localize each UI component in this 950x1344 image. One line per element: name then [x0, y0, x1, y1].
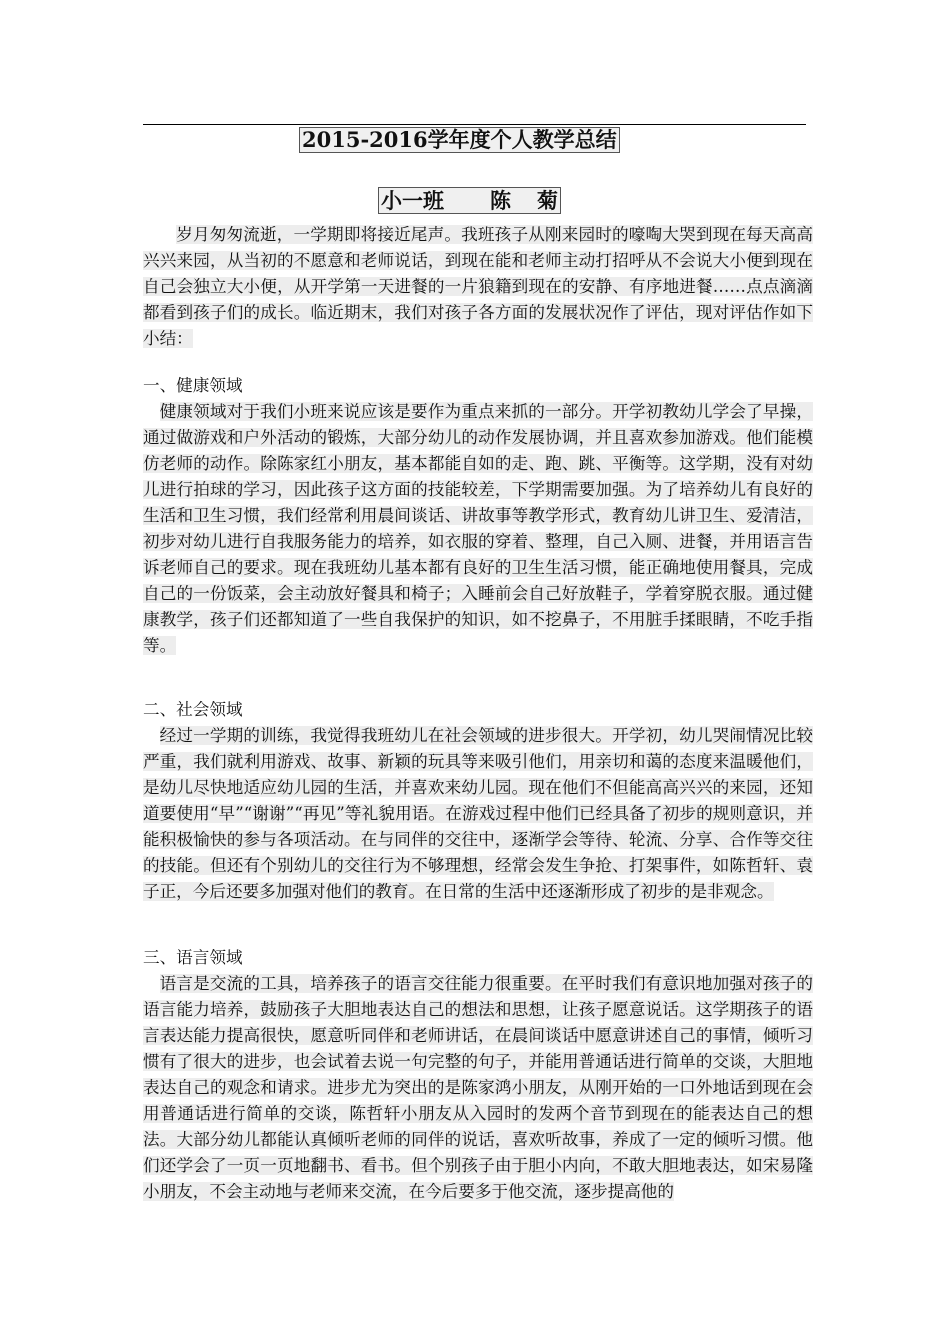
- section-body: 健康领域对于我们小班来说应该是要作为重点来抓的一部分。开学初教幼儿学会了早操，通过做游戏和户外活动的锻炼，大部分幼儿的动作发展协调，并且喜欢参加游戏。他们能模仿老师的动作。除陈家红小朋友，基本都能自如的走、跑、跳、平衡等。这学期，没有对幼儿进行拍球的学习，因此孩子这方面的技能较差，下学期需要加强。为了培养幼儿有良好的生活和卫生习惯，我们经常利用晨间谈话、讲故事等教学形式，教育幼儿讲卫生、爱清洁，初步对幼儿进行自我服务能力的培养，如衣服的穿着、整理，自己入厕、进餐，并用语言告诉老师自己的要求。现在我班幼儿基本都有良好的卫生生活习惯，能正确地使用餐具，完成自己的一份饭菜，会主动放好餐具和椅子；入睡前会自己好放鞋子，学着穿脱衣服。通过健康教学，孩子们还都知道了一些自我保护的知识，如不挖鼻子，不用脏手揉眼睛，不吃手指等。: [143, 402, 813, 655]
- section-body: 语言是交流的工具，培养孩子的语言交往能力很重要。在平时我们有意识地加强对孩子的语言能力培养，鼓励孩子大胆地表达自己的想法和思想，让孩子愿意说话。这学期孩子的语言表达能力提高很快，愿意听同伴和老师讲话，在晨间谈话中愿意讲述自己的事情，倾听习惯有了很大的进步，也会试着去说一句完整的句子，并能用普通话进行简单的交谈，大胆地表达自己的观念和请求。进步尤为突出的是陈家鸿小朋友，从刚开始的一口外地话到现在会用普通话进行简单的交谈，陈哲轩小朋友从入园时的发两个音节到现在的能表达自己的想法。大部分幼儿都能认真倾听老师的同伴的说话，喜欢听故事，养成了一定的倾听习惯。他们还学会了一页一页地翻书、看书。但个别孩子由于胆小内向，不敢大胆地表达，如宋易隆小朋友，不会主动地与老师来交流，在今后要多于他交流，逐步提高他的: [143, 974, 813, 1201]
- class-name: 小一班: [381, 188, 444, 213]
- document-subtitle: [378, 187, 561, 214]
- section-language: [143, 945, 813, 1205]
- section-heading: 三、语言领域: [143, 948, 243, 967]
- document-title: 2015-2016学年度个人教学总结: [299, 127, 620, 153]
- intro-text: 岁月匆匆流逝，一学期即将接近尾声。我班孩子从刚来园时的嚎啕大哭到现在每天高高兴兴来园，从当初的不愿意和老师说话，到现在能和老师主动打招呼从不会说大小便到现在自己会独立大小便，从开学第一天进餐的一片狼籍到现在的安静、有序地进餐……点点滴滴都看到孩子们的成长。临近期末，我们对孩子各方面的发展状况作了评估，现对评估作如下小结：: [143, 225, 813, 348]
- section-heading: 二、社会领域: [143, 700, 243, 719]
- section-social: [143, 697, 813, 905]
- author-name: 陈 菊: [490, 188, 558, 213]
- intro-paragraph: [143, 222, 813, 352]
- section-health: [143, 373, 813, 659]
- header-rule: [143, 124, 806, 125]
- section-body: 经过一学期的训练，我觉得我班幼儿在社会领域的进步很大。开学初，幼儿哭闹情况比较严重，我们就利用游戏、故事、新颖的玩具等来吸引他们，用亲切和蔼的态度来温暖他们，是幼儿尽快地适应幼儿园的生活，并喜欢来幼儿园。现在他们不但能高高兴兴的来园，还知道要使用“早”“谢谢”“再见”等礼貌用语。在游戏过程中他们已经具备了初步的规则意识，并能积极愉快的参与各项活动。在与同伴的交往中，逐渐学会等待、轮流、分享、合作等交往的技能。但还有个别幼儿的交往行为不够理想，经常会发生争抢、打架事件，如陈哲轩、袁子正，今后还要多加强对他们的教育。在日常的生活中还逐渐形成了初步的是非观念。: [143, 726, 813, 901]
- section-heading: 一、健康领域: [143, 376, 243, 395]
